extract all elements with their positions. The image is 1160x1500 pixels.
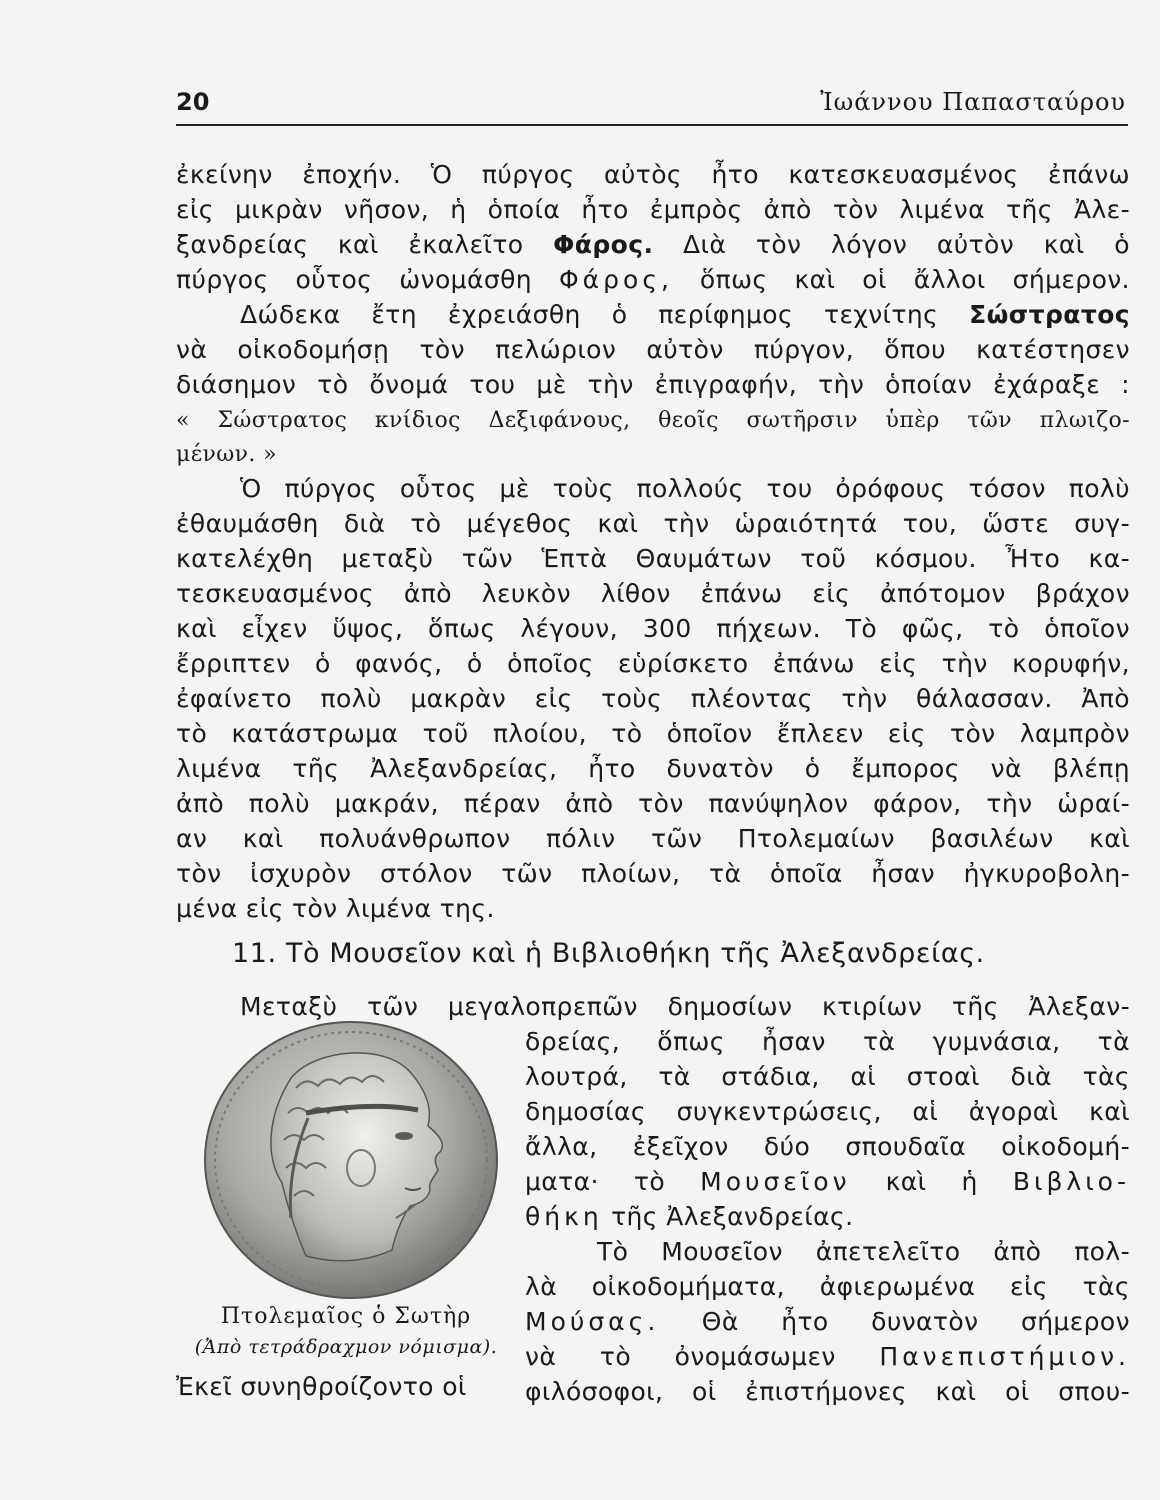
text-line: νὰ οἰκοδομήσῃ τὸν πελώριον αὐτὸν πύργον, ὅπου κατέστησεν (176, 335, 1130, 364)
text-fragment: καὶ ἡ (885, 1167, 978, 1196)
text-line: κατελέχθη μεταξὺ τῶν Ἑπτὰ Θαυμάτων τοῦ κόσμου. Ἦτο κα- (176, 544, 1130, 573)
text-line: λουτρά, τὰ στάδια, αἱ στοαὶ διὰ τὰς (525, 1062, 1130, 1091)
text-line: ἄλλα, ἐξεῖχον δύο σπουδαῖα οἰκοδομή- (525, 1132, 1130, 1161)
inscription-line: μένων. » (176, 442, 278, 467)
text-line: ἐθαυμάσθη διὰ τὸ μέγεθος καὶ τὴν ὡραιότητά του, ὥστε συγ- (176, 509, 1130, 538)
text-line: τεσκευασμένος ἀπὸ λευκὸν λίθον ἐπάνω εἰς ἀπότομον βράχον (176, 579, 1130, 608)
text-line: ἐκείνην ἐποχήν. Ὁ πύργος αὐτὸς ἦτο κατεσκευασμένος ἐπάνω (176, 160, 1130, 189)
text-line: λιμένα τῆς Ἀλεξανδρείας, ἦτο δυνατὸν ὁ ἔμπορος νὰ βλέπῃ (176, 754, 1130, 783)
text-fragment: νὰ τὸ ὀνομάσωμεν (525, 1342, 836, 1371)
text-line (525, 1167, 1130, 1197)
text-fragment: ξανδρείας καὶ ἐκαλεῖτο (176, 230, 524, 259)
text-line (525, 1307, 1130, 1337)
term-library: Βιβλιο- (1012, 1167, 1130, 1196)
text-line: ἔρριπτεν ὁ φανός, ὁ ὁποῖος εὑρίσκετο ἐπάνω εἰς τὴν κορυφήν, (176, 649, 1130, 678)
figure-caption-source: (Ἀπὸ τετράδραχμον νόμισμα). (194, 1336, 498, 1358)
term-university: Πανεπιστήμιον. (879, 1342, 1130, 1371)
term-pharos-spaced: Φάρος, (559, 265, 673, 294)
inscription-line: « Σώστρατος κνίδιος Δεξιφάνους, θεοῖς σωτῆρσιν ὑπὲρ τῶν πλωιζο- (176, 408, 1130, 433)
text-line: Μεταξὺ τῶν μεγαλοπρεπῶν δημοσίων κτιρίων τῆς Ἀλεξαν- (240, 992, 1130, 1021)
text-fragment: Θὰ ἦτο δυνατὸν σήμερον (701, 1307, 1130, 1336)
text-fragment: Διὰ τὸν λόγον αὐτὸν καὶ ὁ (683, 230, 1130, 259)
text-line: λὰ οἰκοδομήματα, ἀφιερωμένα εἰς τὰς (525, 1272, 1130, 1301)
ptolemy-coin-image (196, 1018, 506, 1303)
term-pharos: Φάρος. (553, 230, 654, 259)
coin-figure (196, 1018, 506, 1303)
text-line: φιλόσοφοι, οἱ ἐπιστήμονες καὶ οἱ σπου- (525, 1377, 1130, 1406)
text-fragment: ματα· τὸ (525, 1167, 666, 1196)
figure-caption-title: Πτολεμαῖος ὁ Σωτὴρ (220, 1304, 472, 1329)
text-line: Ὁ πύργος οὗτος μὲ τοὺς πολλούς του ὀρόφους τόσον πολὺ (240, 474, 1130, 503)
text-line: Τὸ Μουσεῖον ἀπετελεῖτο ἀπὸ πολ- (597, 1237, 1130, 1266)
text-line (176, 265, 1130, 295)
text-line: τὸν ἰσχυρὸν στόλον τῶν πλοίων, τὰ ὁποῖα ἦσαν ἠγκυροβολη- (176, 859, 1130, 888)
text-line: αν καὶ πολυάνθρωπον πόλιν τῶν Πτολεμαίων βασιλέων καὶ (176, 824, 1130, 853)
text-fragment: τῆς Ἀλεξανδρείας. (611, 1202, 854, 1231)
text-line: δημοσίας συγκεντρώσεις, αἱ ἀγοραὶ καὶ (525, 1097, 1130, 1126)
term-museum: Μουσεῖον (700, 1167, 851, 1196)
page-header (176, 88, 1126, 128)
header-rule (176, 124, 1128, 126)
text-line: διάσημον τὸ ὄνομά του μὲ τὴν ἐπιγραφήν, τὴν ὁποίαν ἐχάραξε : (176, 370, 1130, 399)
text-line: εἰς μικρὰν νῆσον, ἡ ὁποία ἦτο ἐμπρὸς ἀπὸ τὸν λιμένα τῆς Ἀλε- (176, 195, 1130, 224)
text-line: μένα εἰς τὸν λιμένα της. (176, 894, 495, 923)
text-line (525, 1202, 1130, 1232)
text-line: δρείας, ὅπως ἦσαν τὰ γυμνάσια, τὰ (525, 1027, 1130, 1056)
text-fragment: Δώδεκα ἔτη ἐχρειάσθη ὁ περίφημος τεχνίτης (240, 300, 939, 329)
term-muses: Μούσας. (525, 1307, 660, 1336)
text-line: καὶ εἶχεν ὕψος, ὅπως λέγουν, 300 πήχεων. Τὸ φῶς, τὸ ὁποῖον (176, 614, 1130, 643)
text-line (176, 230, 1130, 260)
text-fragment: πύργος οὗτος ὠνομάσθη (176, 265, 533, 294)
page-number: 20 (176, 88, 210, 116)
text-line: Ἐκεῖ συνηθροίζοντο οἱ (176, 1372, 467, 1401)
text-line: ἀπὸ πολὺ μακράν, πέραν ἀπὸ τὸν πανύψηλον φάρον, τὴν ὡραί- (176, 789, 1130, 818)
text-fragment: ὅπως καὶ οἱ ἄλλοι σήμερον. (699, 265, 1130, 294)
term-sostratos: Σώστρατος (969, 300, 1130, 329)
text-line (525, 1342, 1130, 1372)
section-title: 11. Τὸ Μουσεῖον καὶ ἡ Βιβλιοθήκη τῆς Ἀλεξανδρείας. (232, 938, 985, 969)
text-line: τὸ κατάστρωμα τοῦ πλοίου, τὸ ὁποῖον ἔπλεεν εἰς τὸν λαμπρὸν (176, 719, 1130, 748)
text-line (240, 300, 1130, 330)
term-library-end: θήκη (525, 1202, 603, 1231)
running-head: Ἰωάννου Παπασταύρου (820, 88, 1126, 116)
text-line: ἐφαίνετο πολὺ μακρὰν εἰς τοὺς πλέοντας τὴν θάλασσαν. Ἀπὸ (176, 684, 1130, 713)
